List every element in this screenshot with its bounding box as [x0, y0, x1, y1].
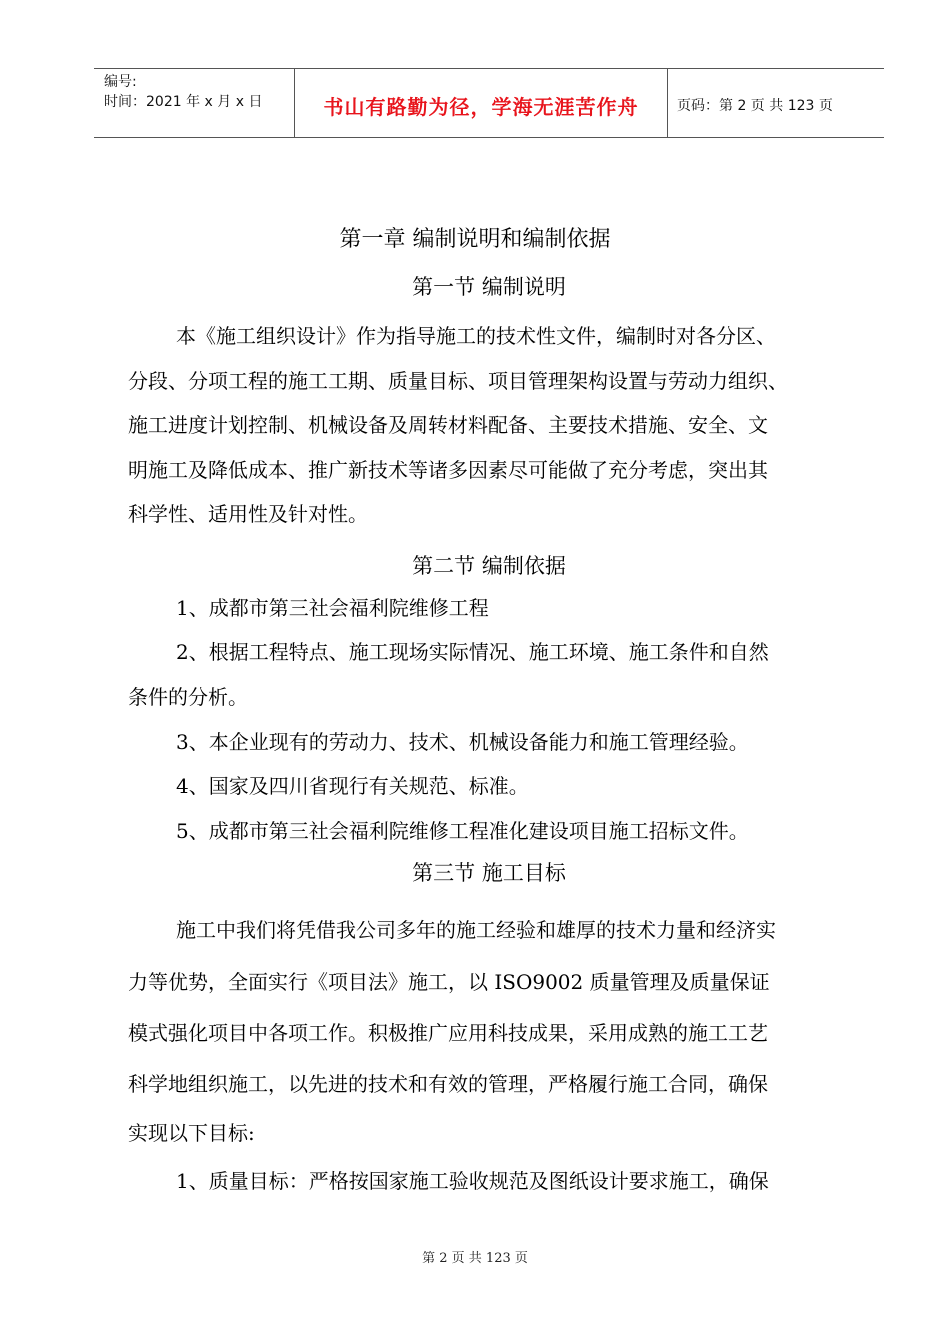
header-page-cell — [667, 69, 884, 137]
section1-title: 第一节 编制说明 — [412, 275, 566, 299]
section3-line: 科学地组织施工，以先进的技术和有效的管理，严格履行施工合同，确保 — [128, 1072, 768, 1096]
section3-line: 实现以下目标: — [128, 1121, 255, 1145]
section2-line: 5、成都市第三社会福利院维修工程准化建设项目施工招标文件。 — [176, 819, 749, 843]
section2-line: 3、本企业现有的劳动力、技术、机械设备能力和施工管理经验。 — [176, 730, 749, 754]
header-motto-cell — [294, 69, 668, 137]
time-label: 时间：2021 年 x 月 x 日 — [104, 94, 263, 110]
section1-line: 科学性、适用性及针对性。 — [128, 502, 368, 526]
section2-line: 条件的分析。 — [128, 685, 248, 709]
page-info: 页码：第 2 页 共 123 页 — [677, 98, 833, 114]
chapter-title: 第一章 编制说明和编制依据 — [339, 227, 611, 252]
motto: 书山有路勤为径，学海无涯苦作舟 — [323, 95, 639, 119]
section2-line: 4、国家及四川省现行有关规范、标准。 — [176, 774, 529, 798]
section2-line: 1、成都市第三社会福利院维修工程 — [176, 596, 489, 620]
section1-line: 明施工及降低成本、推广新技术等诸多因素尽可能做了充分考虑，突出其 — [128, 458, 768, 482]
section2-title: 第二节 编制依据 — [412, 554, 566, 578]
section1-line: 分段、分项工程的施工工期、质量目标、项目管理架构设置与劳动力组织、 — [128, 369, 788, 393]
section3-line: 施工中我们将凭借我公司多年的施工经验和雄厚的技术力量和经济实 — [176, 918, 776, 942]
number-label: 编号: — [104, 74, 137, 90]
section1-line: 施工进度计划控制、机械设备及周转材料配备、主要技术措施、安全、文 — [128, 413, 768, 437]
section3-line: 力等优势，全面实行《项目法》施工，以 ISO9002 质量管理及质量保证 — [128, 970, 770, 994]
page-footer: 第 2 页 共 123 页 — [422, 1251, 528, 1266]
section3-line: 模式强化项目中各项工作。积极推广应用科技成果，采用成熟的施工工艺 — [128, 1021, 768, 1045]
section3-line: 1、质量目标：严格按国家施工验收规范及图纸设计要求施工，确保 — [176, 1169, 769, 1193]
header-meta — [94, 69, 294, 137]
document-header — [94, 68, 884, 138]
section2-line: 2、根据工程特点、施工现场实际情况、施工环境、施工条件和自然 — [176, 640, 769, 664]
section3-title: 第三节 施工目标 — [412, 861, 566, 885]
section1-line: 本《施工组织设计》作为指导施工的技术性文件，编制时对各分区、 — [176, 324, 776, 348]
